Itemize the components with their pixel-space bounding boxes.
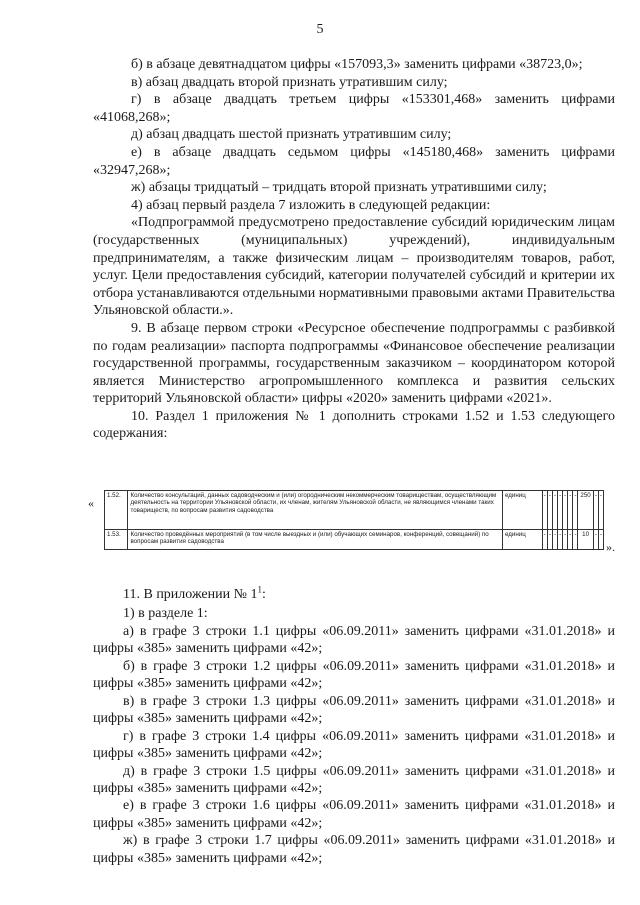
paragraph-11-1: 1) в разделе 1: — [123, 606, 208, 622]
row-value-cell: - — [542, 491, 547, 530]
table-row — [105, 530, 604, 550]
row-value-cell: - — [598, 530, 603, 550]
opening-quote-mark: « — [88, 496, 94, 510]
document-body-top — [93, 56, 615, 443]
closing-quote-mark: ». — [606, 540, 615, 554]
amendment-item: а) в графе 3 строки 1.1 цифры «06.09.2011» заменить цифрами «31.01.2018» и цифры «385» заменить цифрами «42»; — [93, 623, 615, 657]
amendment-item: в) в графе 3 строки 1.3 цифры «06.09.2011» заменить цифрами «31.01.2018» и цифры «385» заменить цифрами «42»; — [93, 693, 615, 727]
paragraph-11-superscript: 1 — [257, 584, 262, 595]
paragraph-zh: ж) абзацы тридцатый – тридцать второй признать утратившими силу; — [131, 180, 547, 196]
row-value-cell: - — [568, 491, 573, 530]
paragraph-10: 10. Раздел 1 приложения № 1 дополнить строками 1.52 и 1.53 следующего содержания: — [93, 408, 615, 442]
row-description-cell: Количество проведённых мероприятий (в том числе выездных и (или) обучающих семинаров, конференций, совещаний) по вопросам развития садоводства — [128, 530, 503, 550]
amendment-item: е) в графе 3 строки 1.6 цифры «06.09.2011» заменить цифрами «31.01.2018» и цифры «385» заменить цифрами «42»; — [93, 798, 615, 831]
row-unit-cell: единиц — [502, 530, 542, 550]
paragraph-4: 4) абзац первый раздела 7 изложить в следующей редакции: — [131, 197, 491, 213]
row-value-cell: 10 — [578, 530, 593, 550]
quoted-section-text: «Подпрограммой предусмотрено предоставление субсидий юридическим лицам (государственных (муниципальных) учреждений), индивидуальным предпринимателям, а также физическим лицам – производителям товаров, работ, услуг. Цели предоставления субсидий, категории получателей субсидий и критерии их отбора устанавливаются отдельными нормативными правовыми актами Правительства Ульяновской области.». — [93, 215, 615, 319]
row-value-cell: - — [552, 530, 557, 550]
row-description-cell: Количество консультаций, данных садоводческим и (или) огородническим некоммерческим товариществам, осуществляющим деятельность на территории Ульяновской области, их членам, жителям Ульяновской области, не являющимся членами таких товариществ, по вопросам развития садоводства — [128, 491, 503, 530]
paragraph-b: б) в абзаце девятнадцатом цифры «157093,3» заменить цифрами «38723,0»; — [131, 57, 583, 72]
inserted-rows-table — [104, 490, 604, 550]
row-value-cell: - — [573, 491, 578, 530]
paragraph-11 — [93, 586, 615, 603]
row-value-cell: - — [563, 491, 568, 530]
amendment-item: д) в графе 3 строки 1.5 цифры «06.09.2011» заменить цифрами «31.01.2018» и цифры «385» заменить цифрами «42»; — [93, 763, 615, 796]
row-value-cell: - — [573, 530, 578, 550]
paragraph-d: д) абзац двадцать шестой признать утратившим силу; — [131, 127, 452, 143]
amendment-items-list — [93, 623, 615, 867]
row-value-cell: - — [593, 530, 598, 550]
paragraph-g: г) в абзаце двадцать третьем цифры «153301,468» заменить цифрами «41068,268»; — [93, 92, 615, 125]
row-value-cell: - — [547, 530, 552, 550]
paragraph-11-colon: : — [261, 587, 266, 602]
amendment-item: б) в графе 3 строки 1.2 цифры «06.09.2011» заменить цифрами «31.01.2018» и цифры «385» заменить цифрами «42»; — [93, 658, 615, 692]
amendment-item: ж) в графе 3 строки 1.7 цифры «06.09.2011» заменить цифрами «31.01.2018» и цифры «385» заменить цифрами «42»; — [93, 833, 615, 866]
row-value-cell: - — [552, 491, 557, 530]
row-value-cell: - — [568, 530, 573, 550]
paragraph-e: е) в абзаце двадцать седьмом цифры «145180,468» заменить цифрами «32947,268»; — [93, 144, 615, 178]
page-number: 5 — [316, 22, 324, 37]
row-value-cell: 250 — [578, 491, 593, 530]
row-value-cell: - — [558, 530, 563, 550]
table-row — [105, 491, 604, 530]
amendment-item: г) в графе 3 строки 1.4 цифры «06.09.2011» заменить цифрами «31.01.2018» и цифры «385» заменить цифрами «42»; — [93, 728, 615, 762]
row-number-cell: 1.53. — [105, 530, 128, 550]
paragraph-v: в) абзац двадцать второй признать утратившим силу; — [131, 74, 448, 90]
row-value-cell: - — [558, 491, 563, 530]
row-value-cell: - — [547, 491, 552, 530]
paragraph-11-text: 11. В приложении № 1 — [123, 587, 258, 602]
row-value-cell: - — [542, 530, 547, 550]
row-value-cell: - — [598, 491, 603, 530]
inserted-rows-block — [88, 484, 628, 574]
row-unit-cell: единиц — [502, 491, 542, 530]
paragraph-9: 9. В абзаце первом строки «Ресурсное обеспечение подпрограммы с разбивкой по годам реализации» паспорта подпрограммы «Финансовое обеспечение реализации государственной программы, государственным заказчиком – координатором которой является Министерство агропромышленного комплекса и развития сельских территорий Ульяновской области» цифры «2020» заменить цифрами «2021». — [93, 320, 615, 407]
row-value-cell: - — [563, 530, 568, 550]
row-value-cell: - — [593, 491, 598, 530]
document-body-bottom — [93, 586, 615, 867]
row-number-cell: 1.52. — [105, 491, 128, 530]
